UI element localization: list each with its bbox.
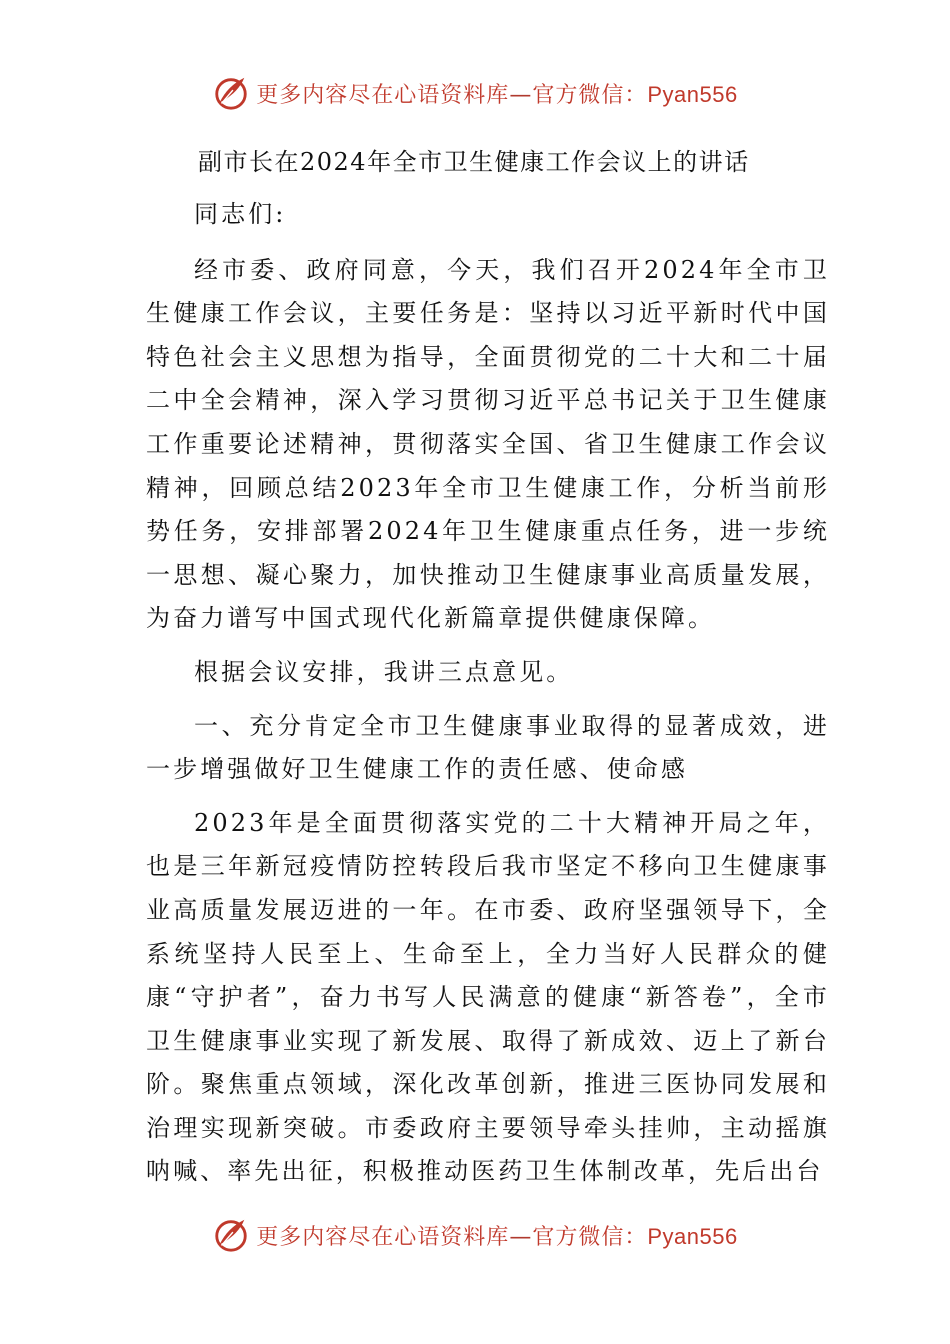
watermark-text: 更多内容尽在心语资料库—官方微信：Pyan556 xyxy=(256,81,738,108)
section-heading: 一、充分肯定全市卫生健康事业取得的显著成效，进一步增强做好卫生健康工作的责任感、使命感 xyxy=(146,711,830,784)
document-body xyxy=(146,141,830,1204)
watermark-text: 更多内容尽在心语资料库—官方微信：Pyan556 xyxy=(256,1223,738,1250)
salutation: 同志们: xyxy=(194,200,287,228)
paragraph: 经市委、政府同意，今天，我们召开2024年全市卫生健康工作会议，主要任务是：坚持以习近平新时代中国特色社会主义思想为指导，全面贯彻党的二十大和二十届二中全会精神，深入学习贯彻习近平总书记关于卫生健康工作重要论述精神，贯彻落实全国、省卫生健康工作会议精神，回顾总结2023年全市卫生健康工作，分析当前形势任务，安排部署2024年卫生健康重点任务，进一步统一思想、凝心聚力，加快推动卫生健康事业高质量发展，为奋力谱写中国式现代化新篇章提供健康保障。 xyxy=(146,255,830,633)
paragraph: 根据会议安排，我讲三点意见。 xyxy=(194,657,574,686)
quill-logo-icon xyxy=(212,74,250,112)
quill-logo-icon xyxy=(212,1216,250,1254)
paragraph: 2023年是全面贯彻落实党的二十大精神开局之年，也是三年新冠疫情防控转段后我市坚定不移向卫生健康事业高质量发展迈进的一年。在市委、政府坚强领导下，全系统坚持人民至上、生命至上，全力当好人民群众的健康“守护者”，奋力书写人民满意的健康“新答卷”，全市卫生健康事业实现了新发展、取得了新成效、迈上了新台阶。聚焦重点领域，深化改革创新，推进三医协同发展和治理实现新突破。市委政府主要领导牵头挂帅，主动摇旗呐喊、率先出征，积极推动医药卫生体制改革，先后出台 xyxy=(146,808,830,1186)
document-title: 副市长在2024年全市卫生健康工作会议上的讲话 xyxy=(198,148,750,176)
header-watermark-banner xyxy=(0,70,950,116)
footer-watermark-banner xyxy=(0,1212,950,1258)
